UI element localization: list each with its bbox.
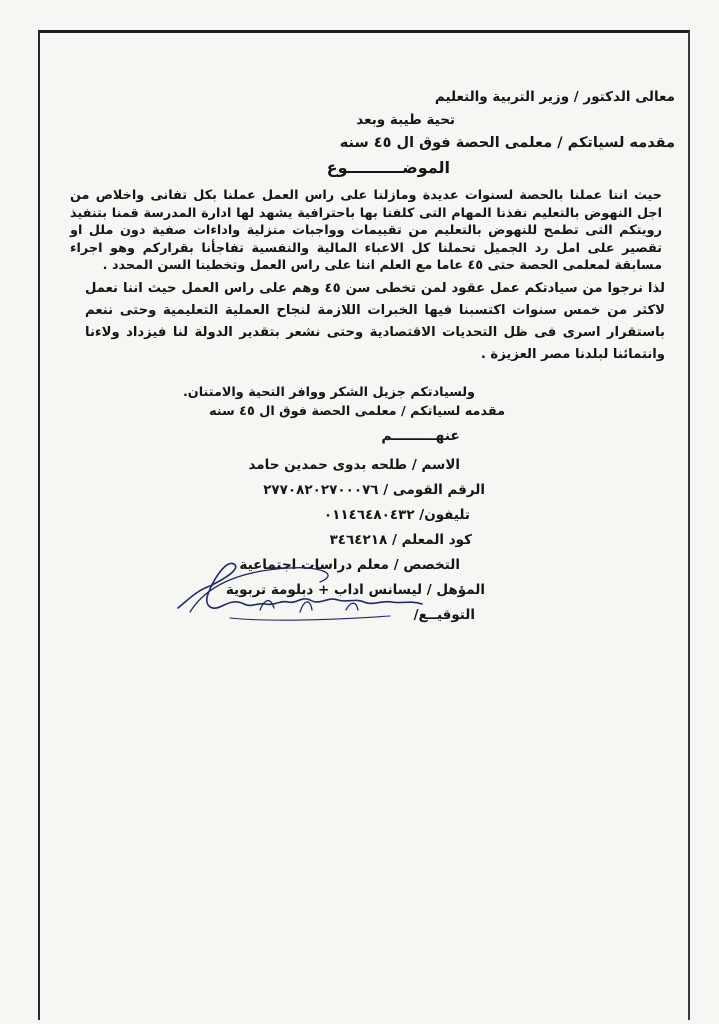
- addressee-line: معالى الدكتور / وزير التربية والتعليم: [434, 89, 675, 105]
- paragraph-1: حيث اننا عملنا بالحصة لسنوات عديدة ومازلنا على راس العمل عملنا بكل تفانى واخلاص من اجل النهوض بالتعليم نفذنا المهام التى كلفنا بها باحترافية يشهد لها ادارة المدرسة قمنا بتنفيذ رويتكم التى تطمح للنهوض بالتعليم من تقييمات وواجبات منزلية واداءات صفية دون ملل او تقصير على امل رد الجميل تحملنا كل الاعباء المالية والنفسية تفاجأنا بقراركم وهو اجراء مسابقة لمعلمى الحصة حتى ٤٥ عاما مع العلم اننا على راس العمل وتخطينا السن المحدد .: [70, 188, 662, 273]
- closing-line: ولسيادتكم جزيل الشكر ووافر التحية والامتنان.: [182, 385, 475, 400]
- page-border: [38, 30, 690, 1020]
- subject-heading: الموضــــــــــوع: [326, 158, 450, 177]
- handwritten-signature: [170, 560, 430, 630]
- greeting-line: تحية طيبة وبعد: [356, 112, 455, 128]
- sender-specialization: التخصص / معلم دراسات اجتماعية: [239, 557, 460, 573]
- paragraph-2: لذا نرجوا من سيادتكم عمل عقود لمن تخطى سن ٤٥ وهم على راس العمل حيث اننا نعمل لاكثر من خمس سنوات اكتسبنا فيها الخبرات اللازمة لنجاح العملية التعليمية وحتى ننعم باستقرار اسرى فى ظل التحديات الاقتصادية وحتى نشعر بتقدير الدولة لنا فيزداد ولاءنا وانتمائنا لبلدنا مصر العزيزة .: [85, 281, 665, 362]
- sender-name: الاسم / طلحه بدوى حمدين حامد: [248, 457, 460, 473]
- sender-teacher-code: كود المعلم / ٣٤٦٤٢١٨: [329, 532, 472, 548]
- submitted-to-line: مقدمه لسياتكم / معلمى الحصة فوق ال ٤٥ سنه: [339, 135, 675, 151]
- sender-phone: تليفون/ ٠١١٤٦٤٨٠٤٣٢: [323, 507, 470, 523]
- submitted-to-repeat: مقدمه لسياتكم / معلمى الحصة فوق ال ٤٥ سنه: [209, 404, 505, 419]
- signature-label: التوقيــع/: [413, 607, 475, 623]
- on-behalf-line: عنهـــــــــم: [381, 428, 460, 444]
- sender-national-id: الرقم القومى / ٢٧٧٠٨٢٠٢٧٠٠٠٧٦: [263, 482, 485, 498]
- sender-qualification: المؤهل / ليسانس اداب + دبلومة تربوية: [225, 582, 485, 598]
